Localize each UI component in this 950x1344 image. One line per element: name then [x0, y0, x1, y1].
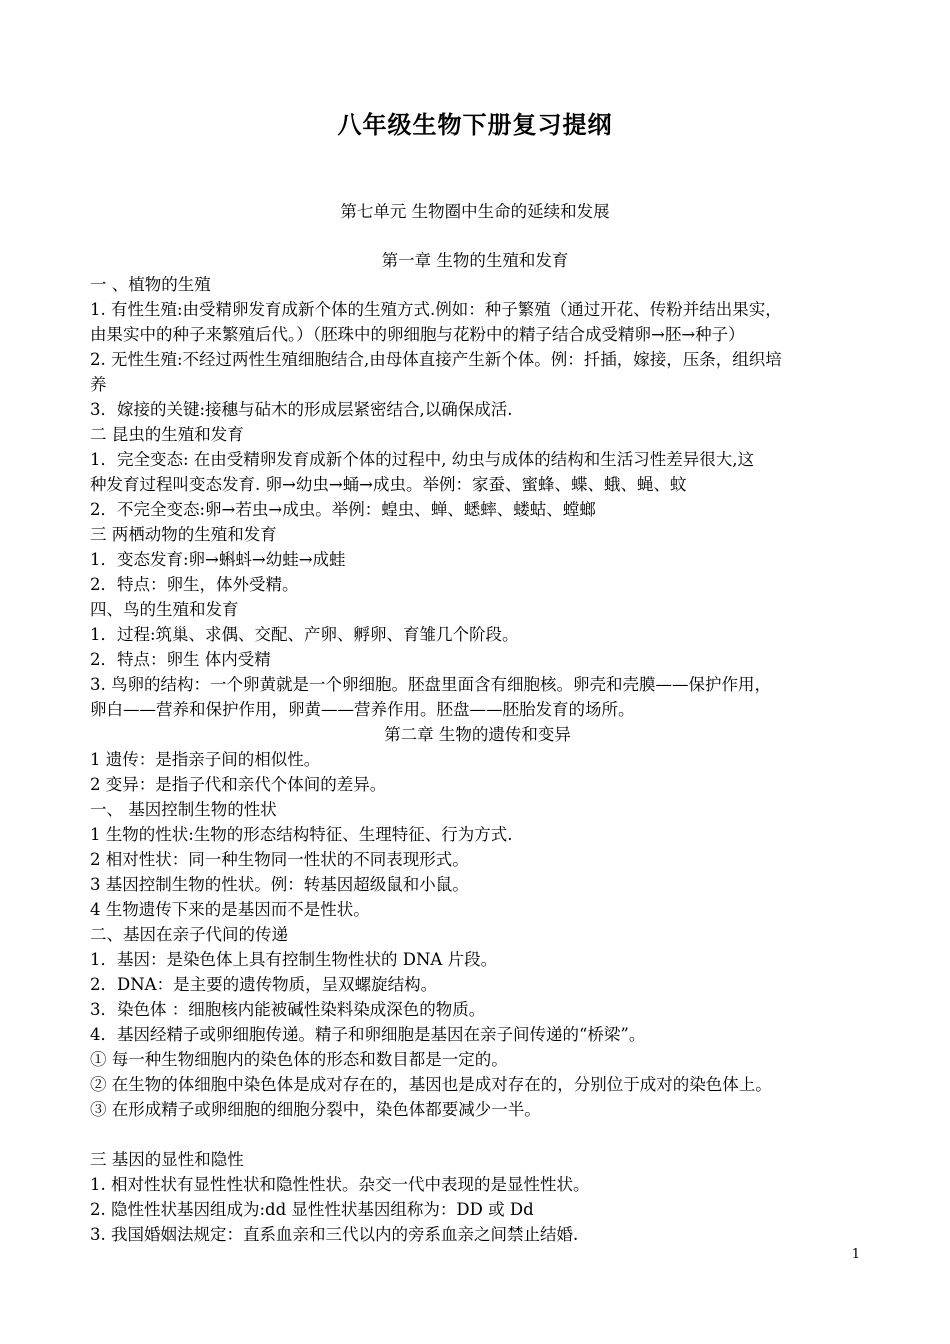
text-line: 3 基因控制生物的性状。例：转基因超级鼠和小鼠。 [90, 875, 469, 894]
text-line: 3. 我国婚姻法规定：直系血亲和三代以内的旁系血亲之间禁止结婚. [90, 1225, 579, 1244]
text-line: 3．染色体 ：细胞核内能被碱性染料染成深色的物质。 [90, 1000, 486, 1019]
section-heading: 二 昆虫的生殖和发育 [90, 425, 244, 444]
page-number: 1 [851, 1247, 860, 1262]
blank-line [90, 1122, 865, 1147]
text-line: 1 生物的性状:生物的形态结构特征、生理特征、行为方式. [90, 825, 513, 844]
document-title: 八年级生物下册复习提纲 [337, 111, 613, 139]
section-heading: 一 、植物的生殖 [90, 275, 211, 294]
text-line: 1．变态发育:卵→蝌蚪→幼蛙→成蛙 [90, 550, 346, 569]
text-line: 2．DNA：是主要的遗传物质，呈双螺旋结构。 [90, 975, 438, 994]
text-line: 3．嫁接的关键:接穗与砧木的形成层紧密结合,以确保成活. [90, 400, 513, 419]
text-line: ① 每一种生物细胞内的染色体的形态和数目都是一定的。 [90, 1050, 508, 1069]
text-line: 养 [90, 375, 107, 394]
chapter-heading: 第二章 生物的遗传和变异 [384, 725, 571, 744]
text-line: 种发育过程叫变态发育. 卵→幼虫→蛹→成虫。举例：家蚕、蜜蜂、蝶、蛾、蝇、蚊 [90, 475, 687, 494]
text-line: ③ 在形成精子或卵细胞的细胞分裂中，染色体都要减少一半。 [90, 1100, 541, 1119]
text-line: 1 遗传：是指亲子间的相似性。 [90, 750, 321, 769]
text-line: 1．过程:筑巢、求偶、交配、产卵、孵卵、育雏几个阶段。 [90, 625, 519, 644]
text-line: 1. 有性生殖:由受精卵发育成新个体的生殖方式.例如：种子繁殖（通过开花、传粉并结出果实， [90, 300, 782, 319]
section-heading: 三 两栖动物的生殖和发育 [90, 525, 277, 544]
text-line: 2 变异：是指子代和亲代个体间的差异。 [90, 775, 387, 794]
text-line: 2. 无性生殖:不经过两性生殖细胞结合,由母体直接产生新个体。例：扦插，嫁接，压条，组织培 [90, 350, 782, 369]
text-line: 1．基因：是染色体上具有控制生物性状的 DNA 片段。 [90, 950, 498, 969]
text-line: 2．特点：卵生 体内受精 [90, 650, 271, 669]
text-line: ② 在生物的体细胞中染色体是成对存在的，基因也是成对存在的，分别位于成对的染色体上。 [90, 1075, 772, 1094]
text-line: 1．完全变态: 在由受精卵发育成新个体的过程中, 幼虫与成体的结构和生活习性差异很大,这 [90, 450, 755, 469]
chapter-heading: 第一章 生物的生殖和发育 [381, 251, 569, 270]
text-line: 1. 相对性状有显性性状和隐性性状。杂交一代中表现的是显性性状。 [90, 1175, 590, 1194]
text-line: 4．基因经精子或卵细胞传递。精子和卵细胞是基因在亲子间传递的“桥梁”。 [90, 1025, 646, 1044]
section-heading: 一、 基因控制生物的性状 [90, 800, 277, 819]
text-line: 2．特点：卵生，体外受精。 [90, 575, 299, 594]
text-line: 卵白——营养和保护作用，卵黄——营养作用。胚盘——胚胎发育的场所。 [90, 700, 635, 719]
section-heading: 二、基因在亲子代间的传递 [90, 925, 288, 944]
section-heading: 三 基因的显性和隐性 [90, 1150, 244, 1169]
text-line: 4 生物遗传下来的是基因而不是性状。 [90, 900, 370, 919]
text-line: 3. 鸟卵的结构：一个卵黄就是一个卵细胞。胚盘里面含有细胞核。卵壳和壳膜——保护作用， [90, 675, 771, 694]
text-line: 2. 隐性性状基因组成为:dd 显性性状基因组称为：DD 或 Dd [90, 1200, 534, 1219]
document-body [90, 272, 865, 1247]
text-line: 由果实中的种子来繁殖后代。）（胚珠中的卵细胞与花粉中的精子结合成受精卵→胚→种子） [90, 325, 745, 344]
unit-heading: 第七单元 生物圈中生命的延续和发展 [340, 202, 610, 221]
text-line: 2 相对性状：同一种生物同一性状的不同表现形式。 [90, 850, 469, 869]
section-heading: 四、鸟的生殖和发育 [90, 600, 239, 619]
text-line: 2．不完全变态:卵→若虫→成虫。举例：蝗虫、蝉、蟋蟀、蝼蛄、螳螂 [90, 500, 596, 519]
